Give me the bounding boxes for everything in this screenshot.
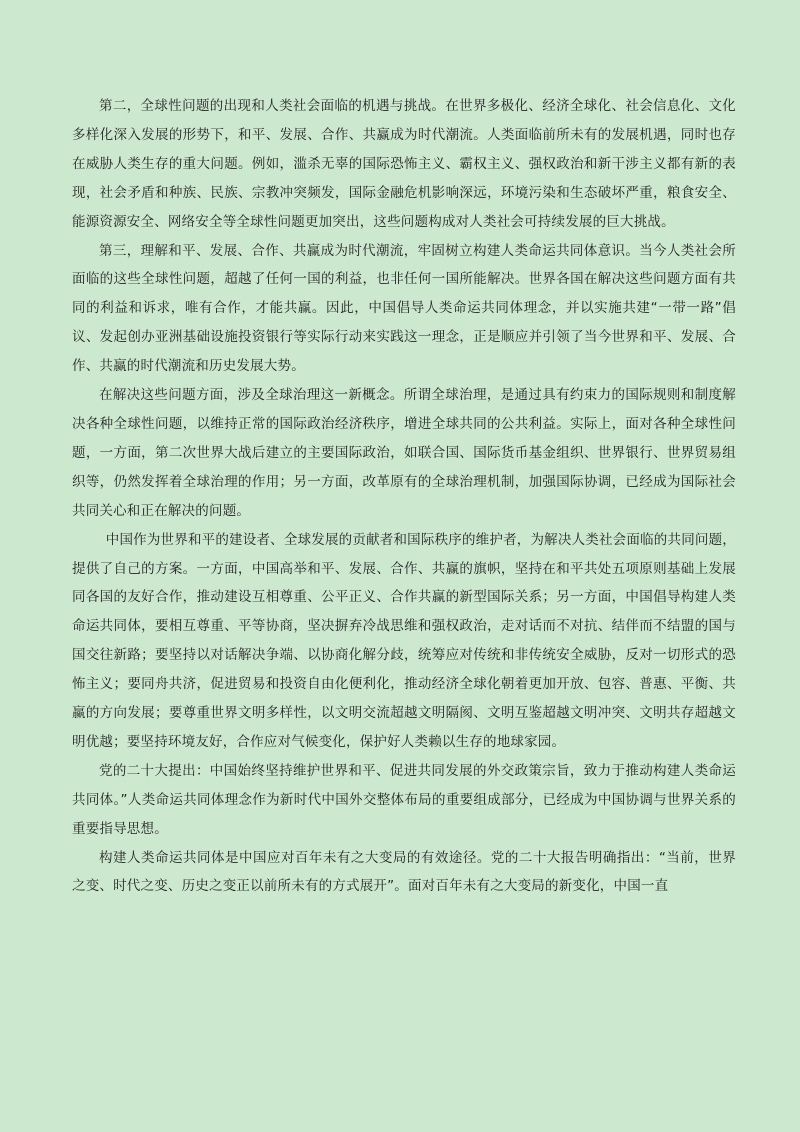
paragraph-1: 第二，全球性问题的出现和人类社会面临的机遇与挑战。在世界多极化、经济全球化、社会信息化、文化多样化深入发展的形势下，和平、发展、合作、共赢成为时代潮流。人类面临前所未有的发展机遇，同时也存在威胁人类生存的重大问题。例如，滥杀无辜的国际恐怖主义、霸权主义、强权政治和新干涉主义都有新的表现，社会矛盾和种族、民族、宗教冲突频发，国际金融危机影响深远，环境污染和生态破坏严重，粮食安全、能源资源安全、网络安全等全球性问题更加突出，这些问题构成对人类社会可持续发展的巨大挑战。 <box>72 98 736 230</box>
paragraph-4: 中国作为世界和平的建设者、全球发展的贡献者和国际秩序的维护者，为解决人类社会面临的共同问题，提供了自己的方案。一方面，中国高举和平、发展、合作、共赢的旗帜，坚持在和平共处五项原则基础上发展同各国的友好合作，推动建设互相尊重、公平正义、合作共赢的新型国际关系；另一方面，中国倡导构建人类命运共同体，要相互尊重、平等协商，坚决摒弃冷战思维和强权政治，走对话而不对抗、结伴而不结盟的国与国交往新路；要坚持以对话解决争端、以协商化解分歧，统筹应对传统和非传统安全威胁，反对一切形式的恐怖主义；要同舟共济，促进贸易和投资自由化便利化，推动经济全球化朝着更加开放、包容、普惠、平衡、共赢的方向发展；要尊重世界文明多样性，以文明交流超越文明隔阂、文明互鉴超越文明冲突、文明共存超越文明优越；要坚持环境友好，合作应对气候变化，保护好人类赖以生存的地球家园。 <box>72 531 736 750</box>
paragraph-3: 在解决这些问题方面，涉及全球治理这一新概念。所谓全球治理，是通过具有约束力的国际规则和制度解决各种全球性问题，以维持正常的国际政治经济秩序，增进全球共同的公共利益。实际上，面对各种全球性问题，一方面，第二次世界大战后建立的主要国际政治，如联合国、国际货币基金组织、世界银行、世界贸易组织等，仍然发挥着全球治理的作用；另一方面，改革原有的全球治理机制，加强国际协调，已经成为国际社会共同关心和正在解决的问题。 <box>72 387 736 519</box>
document-body <box>72 92 736 901</box>
paragraph-6: 构建人类命运共同体是中国应对百年未有之大变局的有效途径。党的二十大报告明确指出：“当前，世界之变、时代之变、历史之变正以前所未有的方式展开”。面对百年未有之大变局的新变化，中国一直 <box>72 849 736 895</box>
paragraph-2: 第三，理解和平、发展、合作、共赢成为时代潮流，牢固树立构建人类命运共同体意识。当今人类社会所面临的这些全球性问题，超越了任何一国的利益，也非任何一国所能解决。世界各国在解决这些问题方面有共同的利益和诉求，唯有合作，才能共赢。因此，中国倡导人类命运共同体理念，并以实施共建“一带一路”倡议、发起创办亚洲基础设施投资银行等实际行动来实践这一理念，正是顺应并引领了当今世界和平、发展、合作、共赢的时代潮流和历史发展大势。 <box>72 242 736 375</box>
paragraph-5: 党的二十大提出：中国始终坚持维护世界和平、促进共同发展的外交政策宗旨，致力于推动构建人类命运共同体。”人类命运共同体理念作为新时代中国外交整体布局的重要组成部分，已经成为中国协调与世界关系的重要指导思想。 <box>72 762 736 837</box>
